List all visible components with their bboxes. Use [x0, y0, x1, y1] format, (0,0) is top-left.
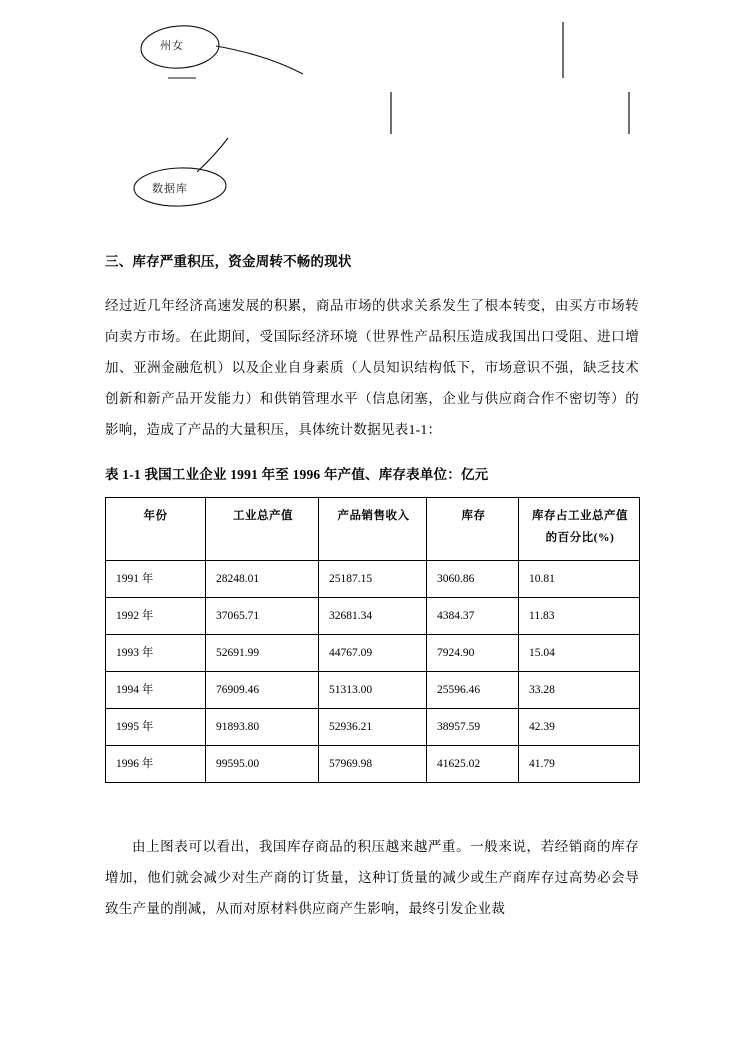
- sketch-svg: [0, 0, 744, 240]
- handwritten-sketch: [0, 0, 744, 240]
- cell-inventory-percent: 41.79: [519, 746, 640, 783]
- ellipse-top: [140, 23, 221, 70]
- cell-inventory-percent: 10.81: [519, 561, 640, 598]
- column-header-total-output: 工业总产值: [206, 498, 319, 561]
- cell-total-output: 76909.46: [206, 672, 319, 709]
- table-caption: 表 1-1 我国工业企业 1991 年至 1996 年产值、库存表单位：亿元: [105, 467, 489, 482]
- cell-sales-revenue: 57969.98: [319, 746, 427, 783]
- cell-total-output: 99595.00: [206, 746, 319, 783]
- cell-inventory-percent: 42.39: [519, 709, 640, 746]
- cell-year: 1995 年: [106, 709, 206, 746]
- cell-sales-revenue: 25187.15: [319, 561, 427, 598]
- table-row: [106, 709, 640, 746]
- table-header-row: [106, 498, 640, 561]
- cell-year: 1993 年: [106, 635, 206, 672]
- cell-inventory: 41625.02: [427, 746, 519, 783]
- cell-year: 1996 年: [106, 746, 206, 783]
- table-row: [106, 746, 640, 783]
- cell-inventory: 25596.46: [427, 672, 519, 709]
- cell-total-output: 37065.71: [206, 598, 319, 635]
- cell-total-output: 91893.80: [206, 709, 319, 746]
- cell-inventory-percent: 15.04: [519, 635, 640, 672]
- leader-line-bottom: [197, 138, 228, 172]
- table-row: [106, 598, 640, 635]
- paragraph-intro: 经过近几年经济高速发展的积累，商品市场的供求关系发生了根本转变，由买方市场转向卖方市场。在此期间，受国际经济环境（世界性产品积压造成我国出口受阻、进口增加、亚洲金融危机）以及企业自身素质（人员知识结构低下，市场意识不强，缺乏技术创新和新产品开发能力）和供销管理水平（信息闭塞，企业与供应商合作不密切等）的影响，造成了产品的大量积压，具体统计数据见表1-1：: [105, 298, 639, 437]
- cell-year: 1991 年: [106, 561, 206, 598]
- cell-sales-revenue: 32681.34: [319, 598, 427, 635]
- cell-sales-revenue: 52936.21: [319, 709, 427, 746]
- cell-year: 1994 年: [106, 672, 206, 709]
- document-body: [105, 250, 639, 934]
- cell-inventory-percent: 33.28: [519, 672, 640, 709]
- cell-sales-revenue: 44767.09: [319, 635, 427, 672]
- column-header-sales-revenue: 产品销售收入: [319, 498, 427, 561]
- sketch-label-bottom: 数据库: [152, 183, 188, 195]
- inventory-statistics-table: [105, 497, 640, 783]
- cell-inventory: 38957.59: [427, 709, 519, 746]
- cell-sales-revenue: 51313.00: [319, 672, 427, 709]
- cell-inventory-percent: 11.83: [519, 598, 640, 635]
- table-row: [106, 635, 640, 672]
- section-heading: 三、库存严重积压，资金周转不畅的现状: [105, 254, 352, 269]
- column-header-year: 年份: [106, 498, 206, 561]
- column-header-inventory: 库存: [427, 498, 519, 561]
- cell-inventory: 7924.90: [427, 635, 519, 672]
- ellipse-bottom: [133, 166, 226, 207]
- table-row: [106, 672, 640, 709]
- sketch-label-top: 州女: [160, 40, 184, 52]
- cell-total-output: 28248.01: [206, 561, 319, 598]
- column-header-inventory-percent: 库存占工业总产值的百分比(%): [519, 498, 640, 561]
- paragraph-analysis: 由上图表可以看出，我国库存商品的积压越来越严重。一般来说，若经销商的库存增加，他们就会减少对生产商的订货量，这种订货量的减少或生产商库存过高势必会导致生产量的削减，从而对原材料供应商产生影响，最终引发企业裁: [105, 839, 639, 916]
- leader-line-top: [216, 46, 303, 74]
- cell-inventory: 4384.37: [427, 598, 519, 635]
- cell-year: 1992 年: [106, 598, 206, 635]
- table-row: [106, 561, 640, 598]
- cell-inventory: 3060.86: [427, 561, 519, 598]
- cell-total-output: 52691.99: [206, 635, 319, 672]
